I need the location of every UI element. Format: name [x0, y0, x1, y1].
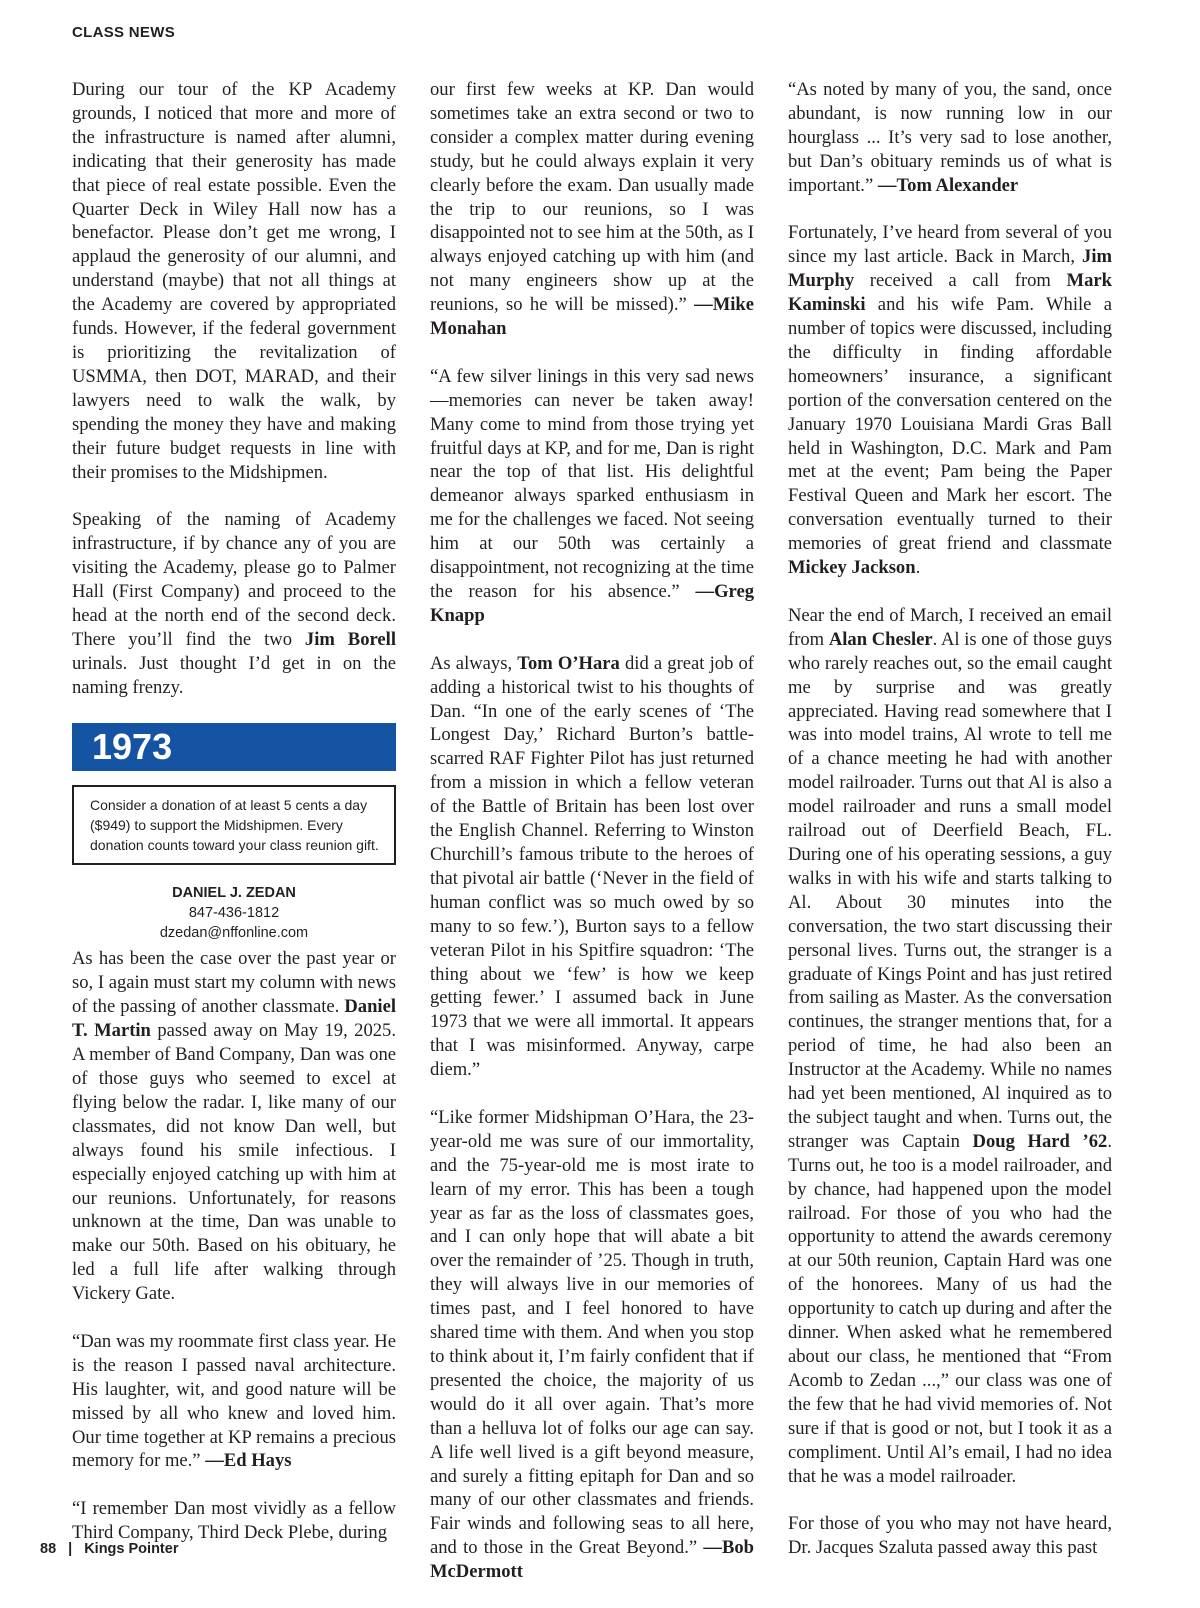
paragraph: [430, 365, 754, 628]
paragraph-text: “Dan was my roommate first class year. He is the reason I passed naval architecture. His laughter, wit, and good nature will be missed by all who knew and loved him. Our time together at KP remains a precious memory for me.”: [72, 1330, 396, 1472]
donation-box: Consider a donation of at least 5 cents a day ($949) to support the Midshipmen. Every donation counts toward your class reunion gift.: [72, 785, 396, 865]
paragraph: [72, 1330, 396, 1473]
quote-signature: —Greg Knapp: [430, 581, 754, 626]
paragraph: [788, 604, 1112, 1489]
paragraph: [788, 221, 1112, 580]
quote-signature: —Ed Hays: [205, 1450, 292, 1472]
contact-email: dzedan@nffonline.com: [159, 925, 309, 942]
paragraph-text: “A few silver linings in this very sad news—memories can never be taken away! Many come to mind from those trying yet fruitful days at KP, and for me, Dan is right near the top of that list. His delightful demeanor always sparked enthusiasm in me for the challenges we faced. Not seeing him at our 50th was certainly a disappointment, not recognizing at the time the reason for his absence.”: [430, 365, 754, 603]
publication-name: Kings Pointer: [84, 1541, 179, 1557]
page-number: 88: [40, 1541, 57, 1557]
paragraph-text: our first few weeks at KP. Dan would sometimes take an extra second or two to consider a complex matter during evening study, but he could always explain it very clearly before the exam. Dan usually made the trip to our reunions, so I was disappointed not to see him at the 50th, as I always enjoyed catching up with him (and not many engineers show up at the reunions, so he will be missed).”: [430, 79, 754, 316]
paragraph-text: For those of you who may not have heard, Dr. Jacques Szaluta passed away this past: [788, 1513, 1112, 1559]
paragraph-text: “As noted by many of you, the sand, once abundant, is now running low in our hourglass ... It’s very sad to lose another, but Dan’s obituary reminds us of what is important.”: [788, 79, 1112, 196]
paragraph-text: “Like former Midshipman O’Hara, the 23-year-old me was sure of our immortality, and the 75-year-old me is most irate to learn of my error. This has been a tough year as far as the loss of classmates goes, and I can only hope that will abate a bit over the remainder of ’25. Though in truth, they will always live in our memories of times past, and I feel honored to have shared time with them. And when you stop to think about it, I’m fairly confident that if presented the choice, the majority of us would do it all over again. That’s more than a helluva lot of folks our age can say. A life well lived is a gift beyond measure, and surely a fitting epitaph for Dan and so many of our other classmates and friends. Fair winds and following seas to all here, and to those in the Great Beyond.”: [430, 1106, 754, 1559]
name-highlight: Daniel T. Martin: [72, 996, 396, 1042]
paragraph: [430, 78, 754, 341]
class-contact: [72, 883, 396, 943]
contact-name: DANIEL J. ZEDAN: [172, 885, 296, 902]
quote-signature: —Mike Monahan: [430, 294, 754, 340]
paragraph-text: Speaking of the naming of Academy infrastructure, if by chance any of you are visiting the Academy, please go to Palmer Hall (First Company) and proceed to the head at the north end of the second deck. There you’ll find the two: [72, 509, 396, 650]
column-2: [430, 78, 754, 1608]
name-highlight: Mickey Jackson: [788, 557, 916, 579]
paragraph: [430, 1106, 754, 1584]
paragraph: [72, 947, 396, 1306]
name-highlight: Tom O’Hara: [517, 652, 620, 674]
paragraph: [72, 78, 396, 484]
paragraph-text: . Turns out, he too is a model railroader, and by chance, had happened upon the model railroad. For those of you who had the opportunity to attend the awards ceremony at our 50th reunion, Captain Hard was one of the honorees. Many of us had the opportunity to catch up during and after the dinner. When asked what he remembered about our class, he mentioned that “From Acomb to Zedan ...,” our class was one of the few that he had vivid memories of. Not sure if that is good or not, but I took it as a compliment. Until Al’s email, I had no idea that he was a model railroader.: [788, 1130, 1112, 1487]
column-1: [72, 78, 396, 1569]
paragraph-text: Near the end of March, I received an email from: [788, 604, 1112, 650]
paragraph-text: did a great job of adding a historical twist to his thoughts of Dan. “In one of the early scenes of ‘The Longest Day,’ Richard Burton’s battle-scarred RAF Fighter Pilot has just returned from a mission in which a fellow veteran of the Battle of Britain has been lost over the English Channel. Referring to Winston Churchill’s famous tribute to the heroes of that pivotal air battle (‘Never in the field of human conflict was so much owed by so many to so few.’), Burton says to a fellow veteran Pilot in his Spitfire squadron: ‘The thing about we ‘few’ is how we keep getting fewer.’ I assumed back in June 1973 that we were all immortal. It appears that I was misinformed. Anyway, carpe diem.”: [430, 652, 754, 1081]
quote-signature: —Bob McDermott: [430, 1537, 754, 1583]
paragraph-text: urinals. Just thought I’d get in on the naming frenzy.: [72, 652, 396, 698]
paragraph: [72, 1497, 396, 1545]
name-highlight: Jim Borell: [304, 628, 396, 650]
paragraph-text: received a call from: [854, 270, 1067, 292]
paragraph: [72, 508, 396, 699]
paragraph-text: and his wife Pam. While a number of topics were discussed, including the difficulty in finding affordable homeowners’ insurance, a significant portion of the conversation centered on the January 1970 Louisiana Mardi Gras Ball held in Washington, D.C. Mark and Pam met at the event; Pam being the Paper Festival Queen and Mark her escort. The conversation eventually turned to their memories of great friend and classmate: [788, 294, 1112, 555]
column-3: [788, 78, 1112, 1584]
paragraph-text: . Al is one of those guys who rarely reaches out, so the email caught me by surprise and was greatly appreciated. Having read somewhere that I was into model trains, Al wrote to tell me of a chance meeting he had with another model railroader. Turns out that Al is also a model railroader and runs a small model railroad out of Deerfield Beach, FL. During one of his operating sessions, a guy walks in with his wife and starts talking to Al. About 30 minutes into the conversation, the two start discussing their personal lives. Turns out, the stranger is a graduate of Kings Point and has just retired from sailing as Master. As the conversation continues, the stranger mentions that, for a period of time, he had also been an Instructor at the Academy. While no names had yet been mentioned, Al inquired as to the subject taught and when. Turns out, the stranger was Captain: [788, 628, 1113, 1152]
paragraph-text: passed away on May 19, 2025. A member of Band Company, Dan was one of those guys who seemed to excel at flying below the radar. I, like many of our classmates, did not know Dan well, but always found his smile infectious. I especially enjoyed catching up with him at our reunions. Unfortunately, for reasons unknown at the time, Dan was unable to make our 50th. Based on his obituary, he led a full life after walking through Vickery Gate.: [72, 1020, 397, 1305]
paragraph-text: “I remember Dan most vividly as a fellow Third Company, Third Deck Plebe, during: [72, 1498, 396, 1544]
paragraph: [430, 652, 754, 1082]
contact-phone: 847-436-1812: [188, 905, 280, 922]
paragraph: [788, 78, 1112, 198]
name-highlight: Mark Kaminski: [788, 270, 1112, 316]
paragraph-text: .: [915, 557, 921, 579]
name-highlight: Doug Hard ’62: [972, 1130, 1108, 1152]
quote-signature: —Tom Alexander: [877, 174, 1019, 196]
paragraph-text: During our tour of the KP Academy grounds, I noticed that more and more of the infrastructure is named after alumni, indicating that their generosity has made that piece of real estate possible. Even the Quarter Deck in Wiley Hall now has a benefactor. Please don’t get me wrong, I applaud the generosity of our alumni, and understand (maybe) that not all things at the Academy are covered by appropriated funds. However, if the federal government is prioritizing the revitalization of USMMA, then DOT, MARAD, and their lawyers need to walk the walk, by spending the money they have and making their future budget requests in line with their promises to the Midshipmen.: [72, 79, 396, 483]
footer-separator: |: [68, 1541, 73, 1557]
name-highlight: Jim Murphy: [788, 246, 1112, 292]
paragraph-text: As has been the case over the past year or so, I again must start my column with news of the passing of another classmate.: [72, 948, 396, 1018]
paragraph-text: Fortunately, I’ve heard from several of you since my last article. Back in March,: [788, 222, 1112, 268]
class-year-banner: 1973: [72, 723, 396, 771]
page-footer: [40, 1541, 178, 1557]
section-label: CLASS NEWS: [72, 24, 176, 41]
paragraph: [788, 1512, 1112, 1560]
name-highlight: Alan Chesler: [828, 628, 933, 650]
paragraph-text: As always,: [430, 652, 518, 674]
